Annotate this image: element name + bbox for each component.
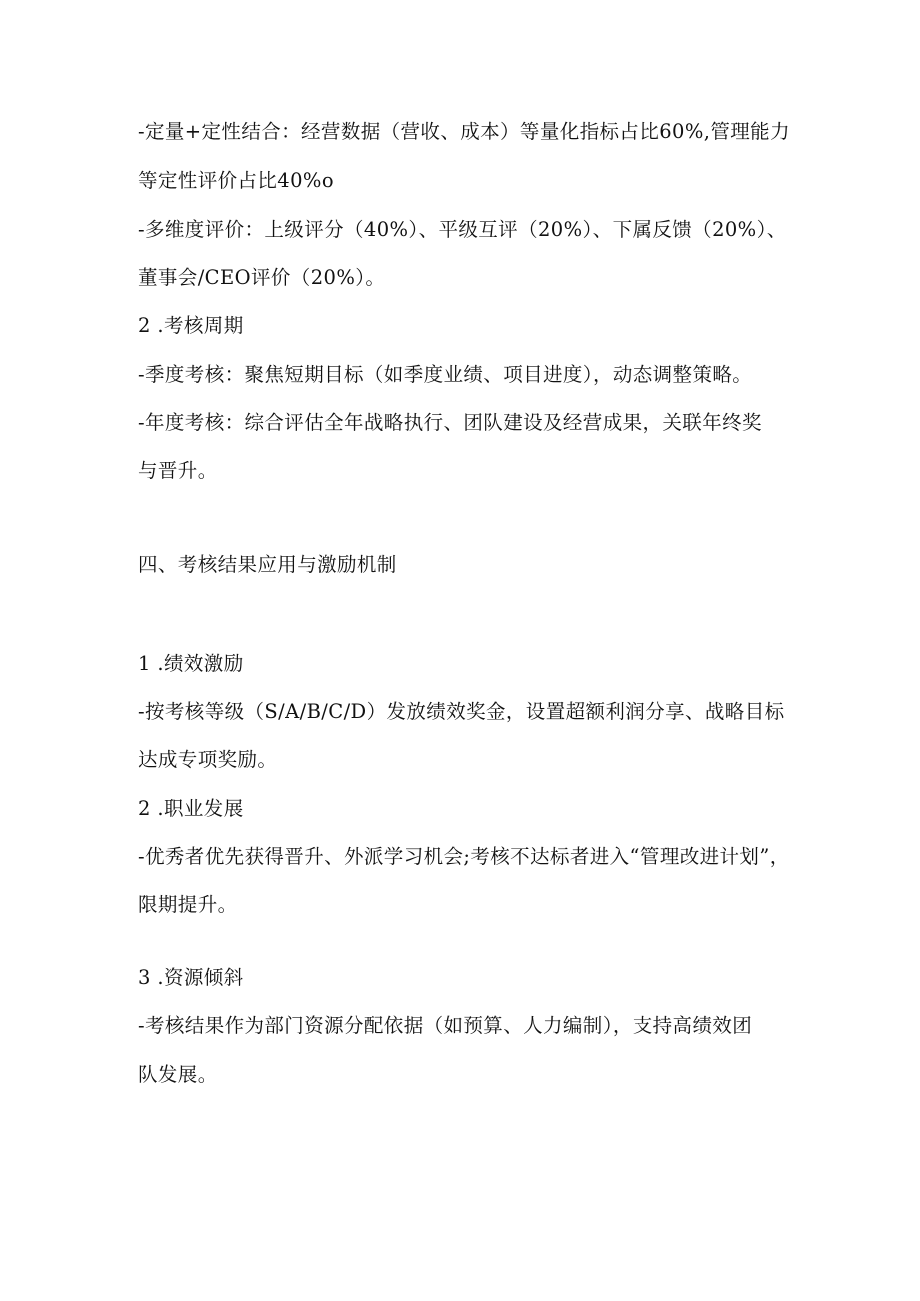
section-four-title: 四、考核结果应用与激励机制 bbox=[138, 553, 397, 576]
method-quant-qual-line-2: 等定性评价占比40%o bbox=[138, 169, 334, 192]
cycle-annual-line-1: -年度考核：综合评估全年战略执行、团队建设及经营成果，关联年终奖 bbox=[138, 411, 762, 434]
career-line-2: 限期提升。 bbox=[138, 893, 238, 916]
career-line-1: -优秀者优先获得晋升、外派学习机会;考核不达标者进入“管理改进计划”， bbox=[138, 845, 790, 868]
method-multi-dimension-line-1: -多维度评价：上级评分（40%）、平级互评（20%）、下属反馈（20%）、 bbox=[138, 218, 787, 241]
resources-line-1: -考核结果作为部门资源分配依据（如预算、人力编制），支持高绩效团 bbox=[138, 1014, 753, 1037]
resources-heading: 3 .资源倾斜 bbox=[138, 966, 244, 989]
method-multi-dimension-line-2: 董事会/CEO评价（20%）。 bbox=[138, 266, 386, 289]
resources-line-2: 队发展。 bbox=[138, 1063, 218, 1086]
career-heading: 2 .职业发展 bbox=[138, 797, 244, 820]
incentive-line-2: 达成专项奖励。 bbox=[138, 748, 278, 771]
incentive-heading: 1 .绩效激励 bbox=[138, 652, 244, 675]
incentive-line-1: -按考核等级（S/A/B/C/D）发放绩效奖金，设置超额利润分享、战略目标 bbox=[138, 700, 785, 723]
cycle-annual-line-2: 与晋升。 bbox=[138, 459, 218, 482]
method-quant-qual-line-1: -定量+定性结合：经营数据（营收、成本）等量化指标占比60%,管理能力 bbox=[138, 120, 790, 143]
cycle-quarterly-line: -季度考核：聚焦短期目标（如季度业绩、项目进度），动态调整策略。 bbox=[138, 363, 753, 386]
cycle-heading: 2 .考核周期 bbox=[138, 314, 244, 337]
